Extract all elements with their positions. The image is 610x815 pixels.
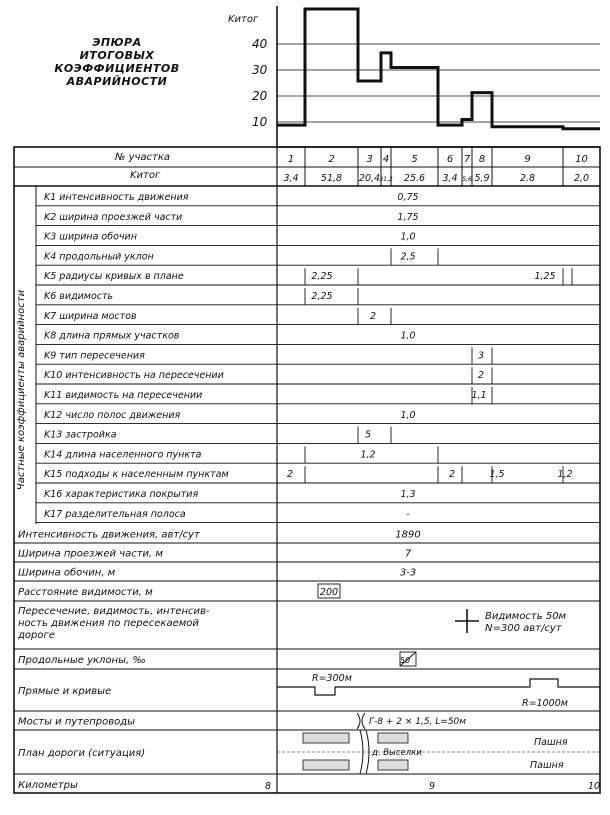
coefficient-value: 2 (369, 310, 377, 322)
data-row-value: 1890 (395, 529, 421, 541)
coefficient-value: 1,25 (534, 271, 556, 283)
kitog-value: 5,9 (474, 173, 490, 184)
coefficient-label: K2 ширина проезжей части (44, 211, 183, 223)
data-row-label: Ширина проезжей части, м (18, 548, 163, 560)
coefficient-label: K15 подходы к населенным пунктам (44, 469, 229, 481)
y-tick-label: 30 (252, 63, 268, 77)
coefficient-value: 1,2 (360, 449, 376, 461)
coefficient-value: 1,75 (397, 211, 419, 223)
data-row-label: Продольные уклоны, ‰ (18, 655, 146, 666)
section-vertical-label: Частные коэффициенты аварийности (16, 289, 27, 491)
road-data-rows (14, 530, 600, 793)
bridge-symbol (357, 713, 360, 729)
coefficient-label: K7 ширина мостов (44, 310, 137, 322)
data-row-value: 3-3 (399, 567, 417, 579)
kitog-value: 25.6 (403, 173, 426, 184)
coefficient-label: K12 число полос движения (44, 409, 181, 421)
coefficient-value: 2 (477, 370, 485, 382)
coefficient-value: 5 (364, 429, 372, 441)
data-row-value: 50 (399, 656, 411, 665)
coefficient-value: 3 (477, 350, 485, 362)
data-row-value: 200 (319, 587, 339, 598)
kilometer-mark: 9 (429, 781, 436, 792)
epure-line (277, 9, 600, 129)
title-line: КОЭФФИЦИЕНТОВ (54, 62, 180, 75)
field-label: Пашня (534, 737, 568, 748)
coefficient-label: K11 видимость на пересечении (44, 390, 203, 401)
kilometer-mark: 10 (588, 781, 601, 792)
section-number: 8 (478, 154, 486, 165)
coefficient-value: 1,1 (471, 390, 487, 401)
section-number: 6 (446, 154, 454, 165)
coefficient-label: K17 разделительная полоса (44, 508, 186, 520)
data-row-label: ность движения по пересекаемой (18, 618, 199, 629)
crossing-value: N=300 авт/сут (485, 623, 562, 634)
data-row-label: Ширина обочин, м (18, 567, 116, 579)
data-row-label: План дороги (ситуация) (18, 748, 146, 759)
field-label: Пашня (530, 760, 564, 771)
data-row-label: Мосты и путепроводы (18, 716, 136, 728)
section-number: 2 (328, 154, 335, 165)
data-row-label: дороге (18, 630, 55, 641)
building-block (303, 733, 349, 743)
coefficient-value: 1,0 (400, 409, 416, 421)
building-block (378, 733, 408, 743)
data-row-label: Километры (18, 780, 78, 791)
settlement-name: д. Выселки (372, 748, 422, 758)
coefficient-label: K16 характеристика покрытия (44, 489, 199, 500)
coefficient-label: K1 интенсивность движения (44, 192, 189, 203)
coefficient-value: 1,2 (557, 469, 573, 481)
coefficient-value: 1,5 (489, 469, 505, 481)
table-header (283, 154, 589, 184)
kitog-value: 51,8 (320, 173, 343, 184)
coefficient-value: 2 (286, 469, 294, 481)
epure-chart (228, 6, 600, 147)
coefficient-value: 1,0 (400, 231, 416, 243)
crossing-value: Видимость 50м (485, 611, 567, 622)
coefficient-value: 0,75 (397, 192, 419, 203)
curve-radius: R=300м (312, 673, 352, 684)
kitog-row-label: Kитог (130, 170, 161, 181)
kilometer-mark: 8 (265, 781, 272, 792)
coefficient-value: 2,25 (311, 271, 333, 283)
data-row-value: 7 (404, 548, 412, 560)
coefficient-label: K14 длина населенного пункта (44, 449, 202, 461)
kitog-value: 5,6 (462, 176, 472, 183)
kitog-value: 31,2 (379, 176, 393, 183)
coefficient-label: K3 ширина обочин (44, 231, 137, 243)
section-number: 7 (463, 154, 471, 165)
section-number: 4 (382, 154, 390, 165)
coefficient-label: K4 продольный уклон (44, 251, 154, 263)
section-number: 1 (287, 154, 295, 165)
coefficient-label: K13 застройка (44, 429, 117, 441)
kitog-value: 2,0 (573, 173, 590, 184)
coefficient-label: K5 радиусы кривых в плане (44, 271, 184, 283)
y-tick-label: 10 (252, 115, 268, 129)
building-block (303, 760, 349, 770)
coefficient-label: K6 видимость (44, 291, 114, 302)
bridge-symbol (362, 713, 365, 729)
coefficient-value: 1,0 (400, 330, 416, 342)
coefficient-value: 2 (448, 469, 456, 481)
title-line: АВАРИЙНОСТИ (66, 75, 168, 88)
kitog-value: 3,4 (442, 173, 458, 184)
data-row-label: Интенсивность движения, авт/сут (18, 529, 200, 541)
coefficient-value: 1,3 (400, 489, 416, 500)
title-line: ЭПЮРА (92, 36, 142, 49)
bridge-spec: Г-8 + 2 × 1,5, L=50м (369, 717, 467, 727)
building-block (378, 760, 408, 770)
kitog-value: 3,4 (283, 173, 299, 184)
section-number-label: № участка (115, 152, 171, 163)
coefficient-value: - (406, 508, 410, 520)
section-number: 5 (411, 154, 418, 165)
kitog-value: 2.8 (519, 173, 536, 184)
kitog-axis-label: Kитог (228, 14, 259, 25)
y-tick-label: 40 (252, 37, 268, 51)
coefficient-label: K8 длина прямых участков (44, 330, 180, 342)
data-row-label: Пересечение, видимость, интенсив- (18, 606, 210, 617)
y-tick-label: 20 (252, 89, 268, 103)
coefficient-label: K10 интенсивность на пересечении (44, 370, 224, 382)
coefficient-rows (36, 192, 600, 523)
coefficient-label: K9 тип пересечения (44, 350, 145, 362)
coefficient-value: 2,25 (311, 291, 333, 302)
coefficient-value: 2,5 (400, 251, 416, 263)
section-number: 10 (575, 154, 588, 165)
kitog-value: 20,4 (358, 173, 381, 184)
title-line: ИТОГОВЫХ (79, 49, 155, 62)
data-row-label: Прямые и кривые (18, 686, 112, 697)
section-number: 9 (524, 154, 531, 165)
curve-radius: R=1000м (522, 698, 568, 709)
data-row-label: Расстояние видимости, м (18, 587, 153, 598)
section-number: 3 (366, 154, 373, 165)
